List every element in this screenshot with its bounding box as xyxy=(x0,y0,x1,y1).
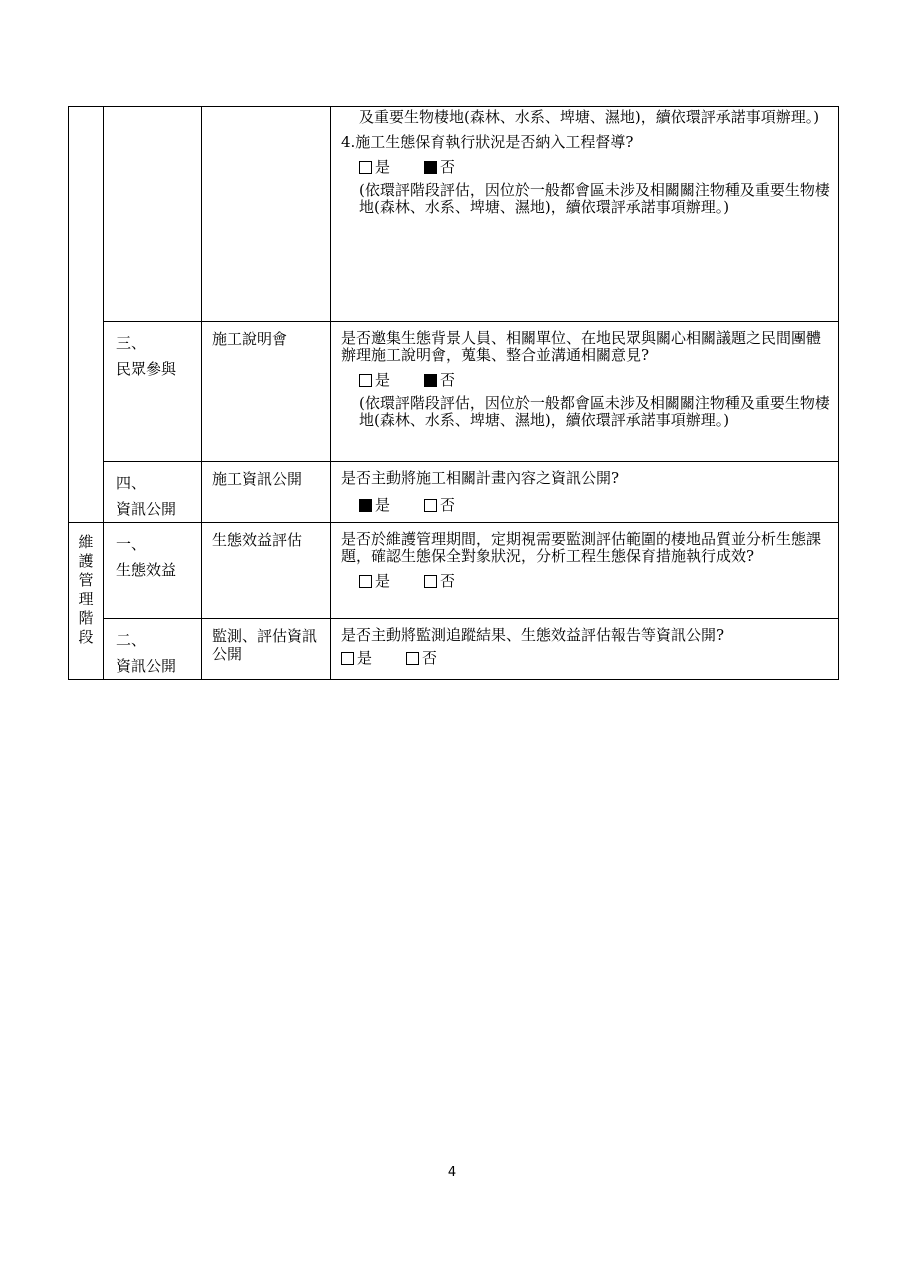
checkbox-yes[interactable] xyxy=(359,575,372,588)
option-no[interactable]: 否 xyxy=(424,573,455,590)
option-yes[interactable]: 是 xyxy=(359,497,390,514)
category-cell: 一、 生態效益 xyxy=(104,523,202,619)
checkbox-yes[interactable] xyxy=(359,161,372,174)
item-cell: 監測、評估資訊公開 xyxy=(202,619,331,680)
option-no[interactable]: 否 xyxy=(406,650,437,667)
content-cell xyxy=(331,462,839,523)
assessment-table xyxy=(68,106,839,680)
checkbox-no[interactable] xyxy=(424,161,437,174)
question-text: 是否主動將施工相關計畫內容之資訊公開? xyxy=(341,469,620,487)
content-cell xyxy=(331,107,839,322)
option-yes[interactable]: 是 xyxy=(359,372,390,389)
category-cell: 三、 民眾參與 xyxy=(104,322,202,462)
table-row xyxy=(69,619,839,680)
question-text: 是否主動將監測追蹤結果、生態效益評估報告等資訊公開? xyxy=(341,626,725,644)
checkbox-yes[interactable] xyxy=(359,374,372,387)
item-cell: 施工說明會 xyxy=(202,322,331,462)
page-number: 4 xyxy=(447,1165,457,1180)
assessment-note: 及重要生物棲地(森林、水系、埤塘、濕地)，續依環評承諾事項辦理。) xyxy=(359,108,820,126)
option-group xyxy=(359,573,830,590)
item-cell xyxy=(202,107,331,322)
table-row xyxy=(69,462,839,523)
item-cell: 生態效益評估 xyxy=(202,523,331,619)
category-cell: 四、 資訊公開 xyxy=(104,462,202,523)
option-group xyxy=(359,497,830,514)
option-group xyxy=(359,159,830,176)
content-cell xyxy=(331,523,839,619)
checkbox-no[interactable] xyxy=(424,374,437,387)
option-no[interactable]: 否 xyxy=(424,372,455,389)
checkbox-no[interactable] xyxy=(406,652,419,665)
checkbox-yes[interactable] xyxy=(359,499,372,512)
content-cell xyxy=(331,322,839,462)
stage-cell-blank xyxy=(69,107,104,523)
table-row xyxy=(69,523,839,619)
option-yes[interactable]: 是 xyxy=(359,159,390,176)
checkbox-no[interactable] xyxy=(424,575,437,588)
option-yes[interactable]: 是 xyxy=(341,650,372,667)
item-cell: 施工資訊公開 xyxy=(202,462,331,523)
question-text: 4.施工生態保育執行狀況是否納入工程督導? xyxy=(341,133,634,151)
checkbox-no[interactable] xyxy=(424,499,437,512)
stage-cell xyxy=(69,523,104,680)
content-cell xyxy=(331,619,839,680)
assessment-note: (依環評階段評估，因位於一般都會區未涉及相關關注物種及重要生物棲地(森林、水系、埤塘、濕地)，續依環評承諾事項辦理。) xyxy=(359,181,830,216)
option-group xyxy=(341,650,830,667)
question-text: 是否於維護管理期間，定期視需要監測評估範圍的棲地品質並分析生態課題，確認生態保全對象狀況，分析工程生態保育措施執行成效? xyxy=(341,530,822,565)
option-no[interactable]: 否 xyxy=(424,497,455,514)
category-cell xyxy=(104,107,202,322)
option-group xyxy=(359,372,830,389)
option-yes[interactable]: 是 xyxy=(359,573,390,590)
assessment-note: (依環評階段評估，因位於一般都會區未涉及相關關注物種及重要生物棲地(森林、水系、埤塘、濕地)，續依環評承諾事項辦理。) xyxy=(359,394,830,429)
table-row xyxy=(69,107,839,322)
question-text: 是否邀集生態背景人員、相關單位、在地民眾與關心相關議題之民間團體辦理施工說明會，蒐集、整合並溝通相關意見? xyxy=(341,329,822,364)
stage-label: 維護管理階段 xyxy=(78,533,94,646)
category-cell: 二、 資訊公開 xyxy=(104,619,202,680)
option-no[interactable]: 否 xyxy=(424,159,455,176)
table-row xyxy=(69,322,839,462)
checkbox-yes[interactable] xyxy=(341,652,354,665)
